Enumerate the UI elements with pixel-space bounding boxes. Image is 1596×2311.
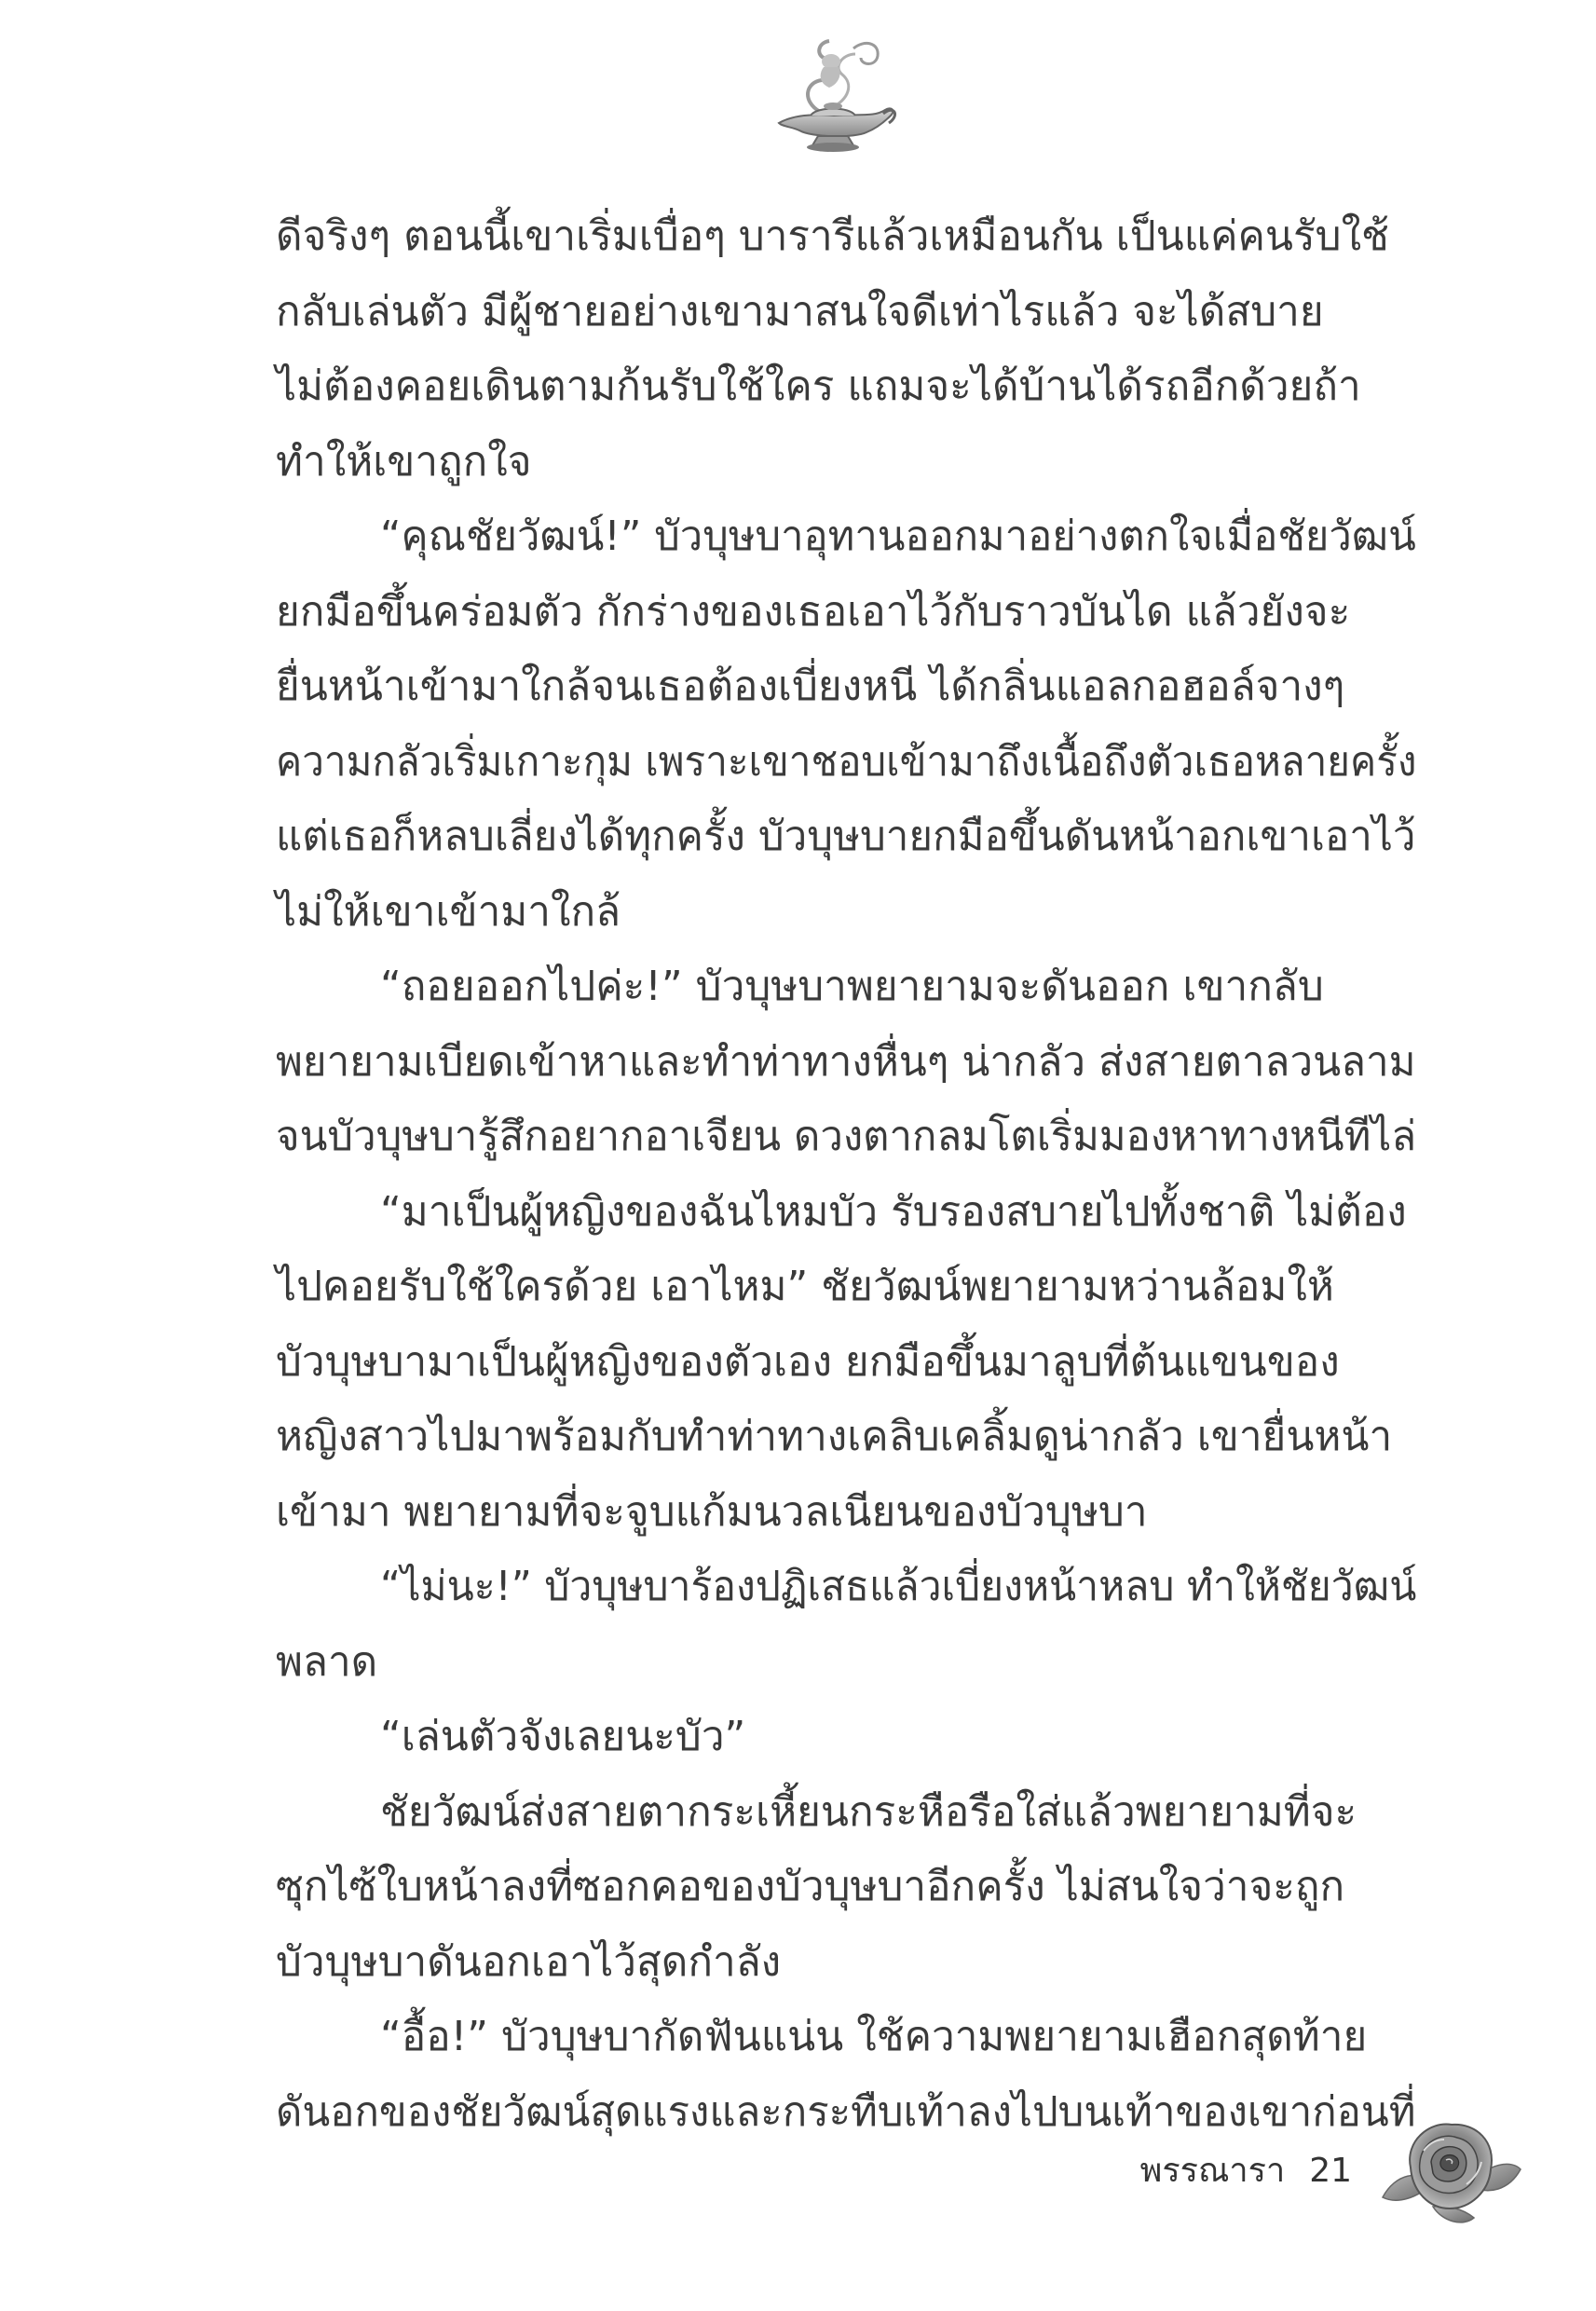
genie-lamp-icon <box>764 26 904 166</box>
text-line: “ไม่นะ!” บัวบุษบาร้องปฏิเสธแล้วเบี่ยงหน้าหลบ ทำให้ชัยวัฒน์ <box>380 1563 1417 1610</box>
text-line: กลับเล่นตัว มีผู้ชายอย่างเขามาสนใจดีเท่าไรแล้ว จะได้สบาย <box>276 287 1324 335</box>
text-line: “คุณชัยวัฒน์!” บัวบุษบาอุทานออกมาอย่างตกใจเมื่อชัยวัฒน์ <box>380 513 1416 560</box>
text-line: หญิงสาวไปมาพร้อมกับทำท่าทางเคลิบเคลิ้มดูน่ากลัว เขายื่นหน้า <box>276 1413 1393 1460</box>
text-line: จนบัวบุษบารู้สึกอยากอาเจียน ดวงตากลมโตเริ่มมองหาทางหนีทีไล่ <box>276 1113 1417 1160</box>
text-line: “มาเป็นผู้หญิงของฉันไหมบัว รับรองสบายไปทั้งชาติ ไม่ต้อง <box>380 1187 1407 1236</box>
text-line: พยายามเบียดเข้าหาและทำท่าทางหื่นๆ น่ากลัว ส่งสายตาลวนลาม <box>276 1037 1416 1086</box>
text-line: ยื่นหน้าเข้ามาใกล้จนเธอต้องเบี่ยงหนี ได้กลิ่นแอลกอฮอล์จางๆ <box>276 663 1345 710</box>
text-line: ไปคอยรับใช้ใครด้วย เอาไหม” ชัยวัฒน์พยายามหว่านล้อมให้ <box>276 1263 1334 1310</box>
text-line: บัวบุษบาดันอกเอาไว้สุดกำลัง <box>276 1937 782 1986</box>
text-line: “เล่นตัวจังเลยนะบัว” <box>380 1713 746 1760</box>
text-line: ชัยวัฒน์ส่งสายตากระเหี้ยนกระหือรือใส่แล้วพยายามที่จะ <box>380 1787 1357 1836</box>
text-line: เข้ามา พยายามที่จะจูบแก้มนวลเนียนของบัวบุษบา <box>276 1487 1148 1536</box>
text-line: “อื้อ!” บัวบุษบากัดฟันแน่น ใช้ความพยายามเฮือกสุดท้าย <box>380 2013 1368 2060</box>
page-footer <box>1140 2143 1352 2199</box>
text-line: ดันอกของชัยวัฒน์สุดแรงและกระทืบเท้าลงไปบนเท้าของเขาก่อนที่ <box>276 2087 1416 2136</box>
text-line: ทำให้เขาถูกใจ <box>276 437 532 485</box>
text-line: ซุกไซ้ใบหน้าลงที่ซอกคอของบัวบุษบาอีกครั้ง ไม่สนใจว่าจะถูก <box>276 1863 1345 1910</box>
text-line: ไม่ให้เขาเข้ามาใกล้ <box>276 887 621 936</box>
body-text <box>276 199 1416 2138</box>
page-number: 21 <box>1309 2152 1352 2190</box>
text-line: พลาด <box>276 1637 378 1686</box>
text-line: ความกลัวเริ่มเกาะกุม เพราะเขาชอบเข้ามาถึงเนื้อถึงตัวเธอหลายครั้ง <box>276 737 1417 786</box>
text-line: แต่เธอก็หลบเลี่ยงได้ทุกครั้ง บัวบุษบายกมือขึ้นดันหน้าอกเขาเอาไว้ <box>276 813 1416 860</box>
text-line: ดีจริงๆ ตอนนี้เขาเริ่มเบื่อๆ บารารีแล้วเหมือนกัน เป็นแค่คนรับใช้ <box>276 212 1389 260</box>
text-line: ไม่ต้องคอยเดินตามก้นรับใช้ใคร แถมจะได้บ้านได้รถอีกด้วยถ้า <box>276 362 1361 410</box>
rose-icon <box>1377 2104 1524 2235</box>
text-line: ยกมือขึ้นคร่อมตัว กักร่างของเธอเอาไว้กับราวบันได แล้วยังจะ <box>276 587 1351 636</box>
book-title: พรรณารา <box>1139 2152 1286 2190</box>
text-line: บัวบุษบามาเป็นผู้หญิงของตัวเอง ยกมือขึ้นมาลูบที่ต้นแขนของ <box>276 1337 1340 1386</box>
text-line: “ถอยออกไปค่ะ!” บัวบุษบาพยายามจะดันออก เขากลับ <box>380 963 1324 1010</box>
